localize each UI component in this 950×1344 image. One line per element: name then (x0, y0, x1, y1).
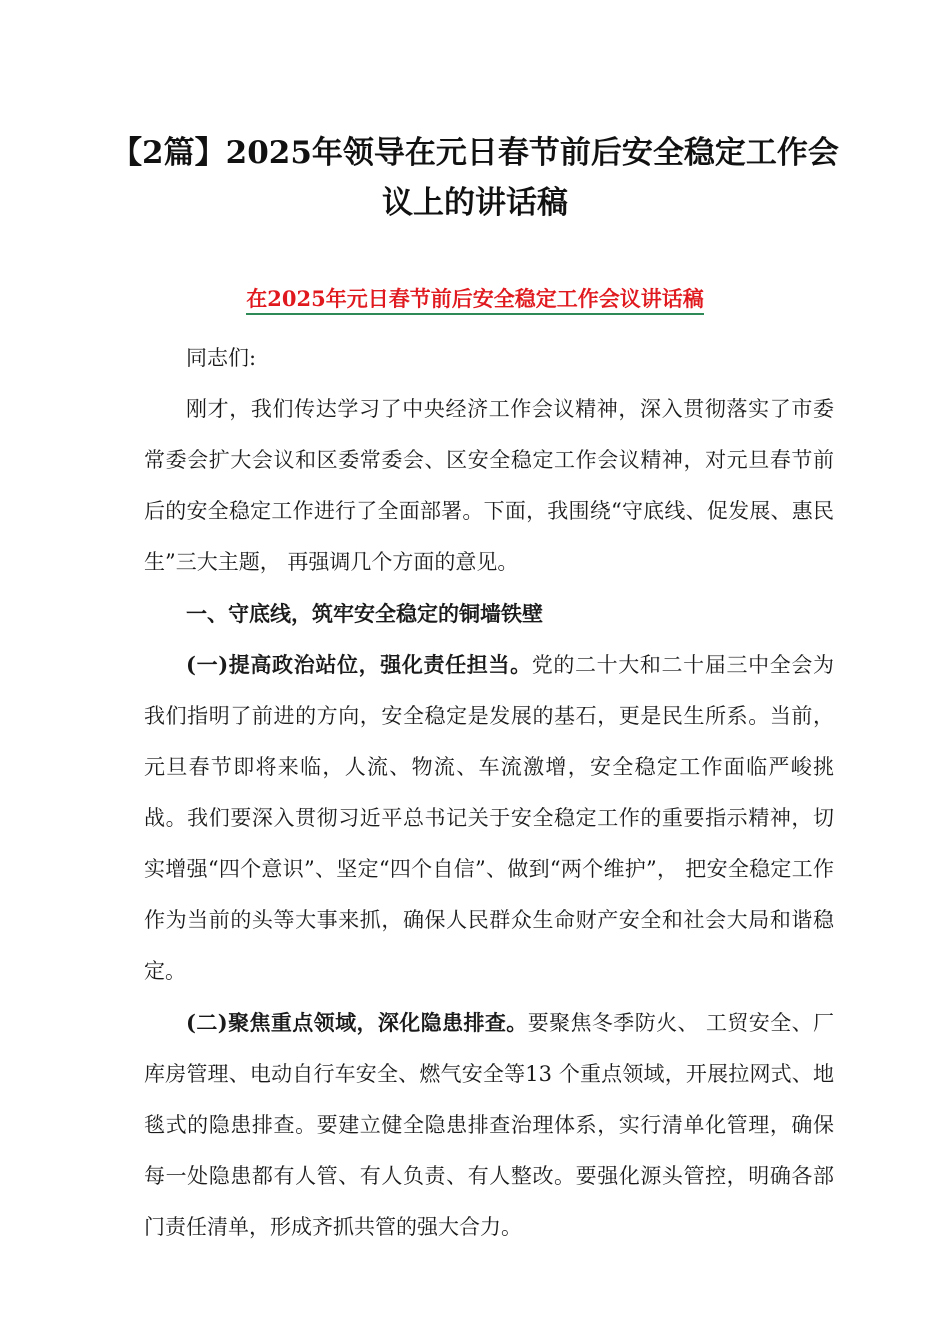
speech-subtitle-text: 在2025年元日春节前后安全稳定工作会议讲话稿 (246, 286, 703, 315)
paragraph-intro: 刚才，我们传达学习了中央经济工作会议精神，深入贯彻落实了市委常委会扩大会议和区委常委会、区安全稳定工作会议精神，对元旦春节前后的安全稳定工作进行了全面部署。下面，我围绕“守底线、促发展、惠民生”三大主题， 再强调几个方面的意见。 (144, 397, 834, 574)
item-2-text: 要聚焦冬季防火、 工贸安全、厂库房管理、电动自行车安全、燃气安全等13 个重点领域，开展拉网式、地毯式的隐患排查。要建立健全隐患排查治理体系，实行清单化管理，确保每一处隐患都有人管、有人负责、有人整改。要强化源头管控，明确各部门责任清单，形成齐抓共管的强大合力。 (144, 1011, 834, 1239)
salutation: 同志们: (186, 346, 257, 370)
item-2-lead: (二)聚焦重点领域，深化隐患排查。 (186, 1010, 528, 1035)
document-title: 【2篇】2025年领导在元日春节前后安全稳定工作会议上的讲话稿 (111, 135, 839, 221)
item-1-text: 党的二十大和二十届三中全会为我们指明了前进的方向，安全稳定是发展的基石，更是民生所系。当前，元旦春节即将来临，人流、物流、车流激增，安全稳定工作面临严峻挑战。我们要深入贯彻习近平总书记关于安全稳定工作的重要指示精神，切实增强“四个意识”、坚定“四个自信”、做到“两个维护”， 把安全稳定工作作为当前的头等大事来抓，确保人民群众生命财产安全和社会大局和谐稳定。 (144, 653, 835, 983)
paragraph-item-2 (144, 997, 834, 1253)
paragraph-item-1 (144, 639, 834, 997)
document-body (144, 333, 834, 1253)
speech-subtitle (100, 284, 850, 314)
item-1-lead: (一)提高政治站位，强化责任担当。 (186, 652, 532, 677)
section-heading-1: 一、守底线，筑牢安全稳定的铜墙铁壁 (186, 601, 543, 626)
